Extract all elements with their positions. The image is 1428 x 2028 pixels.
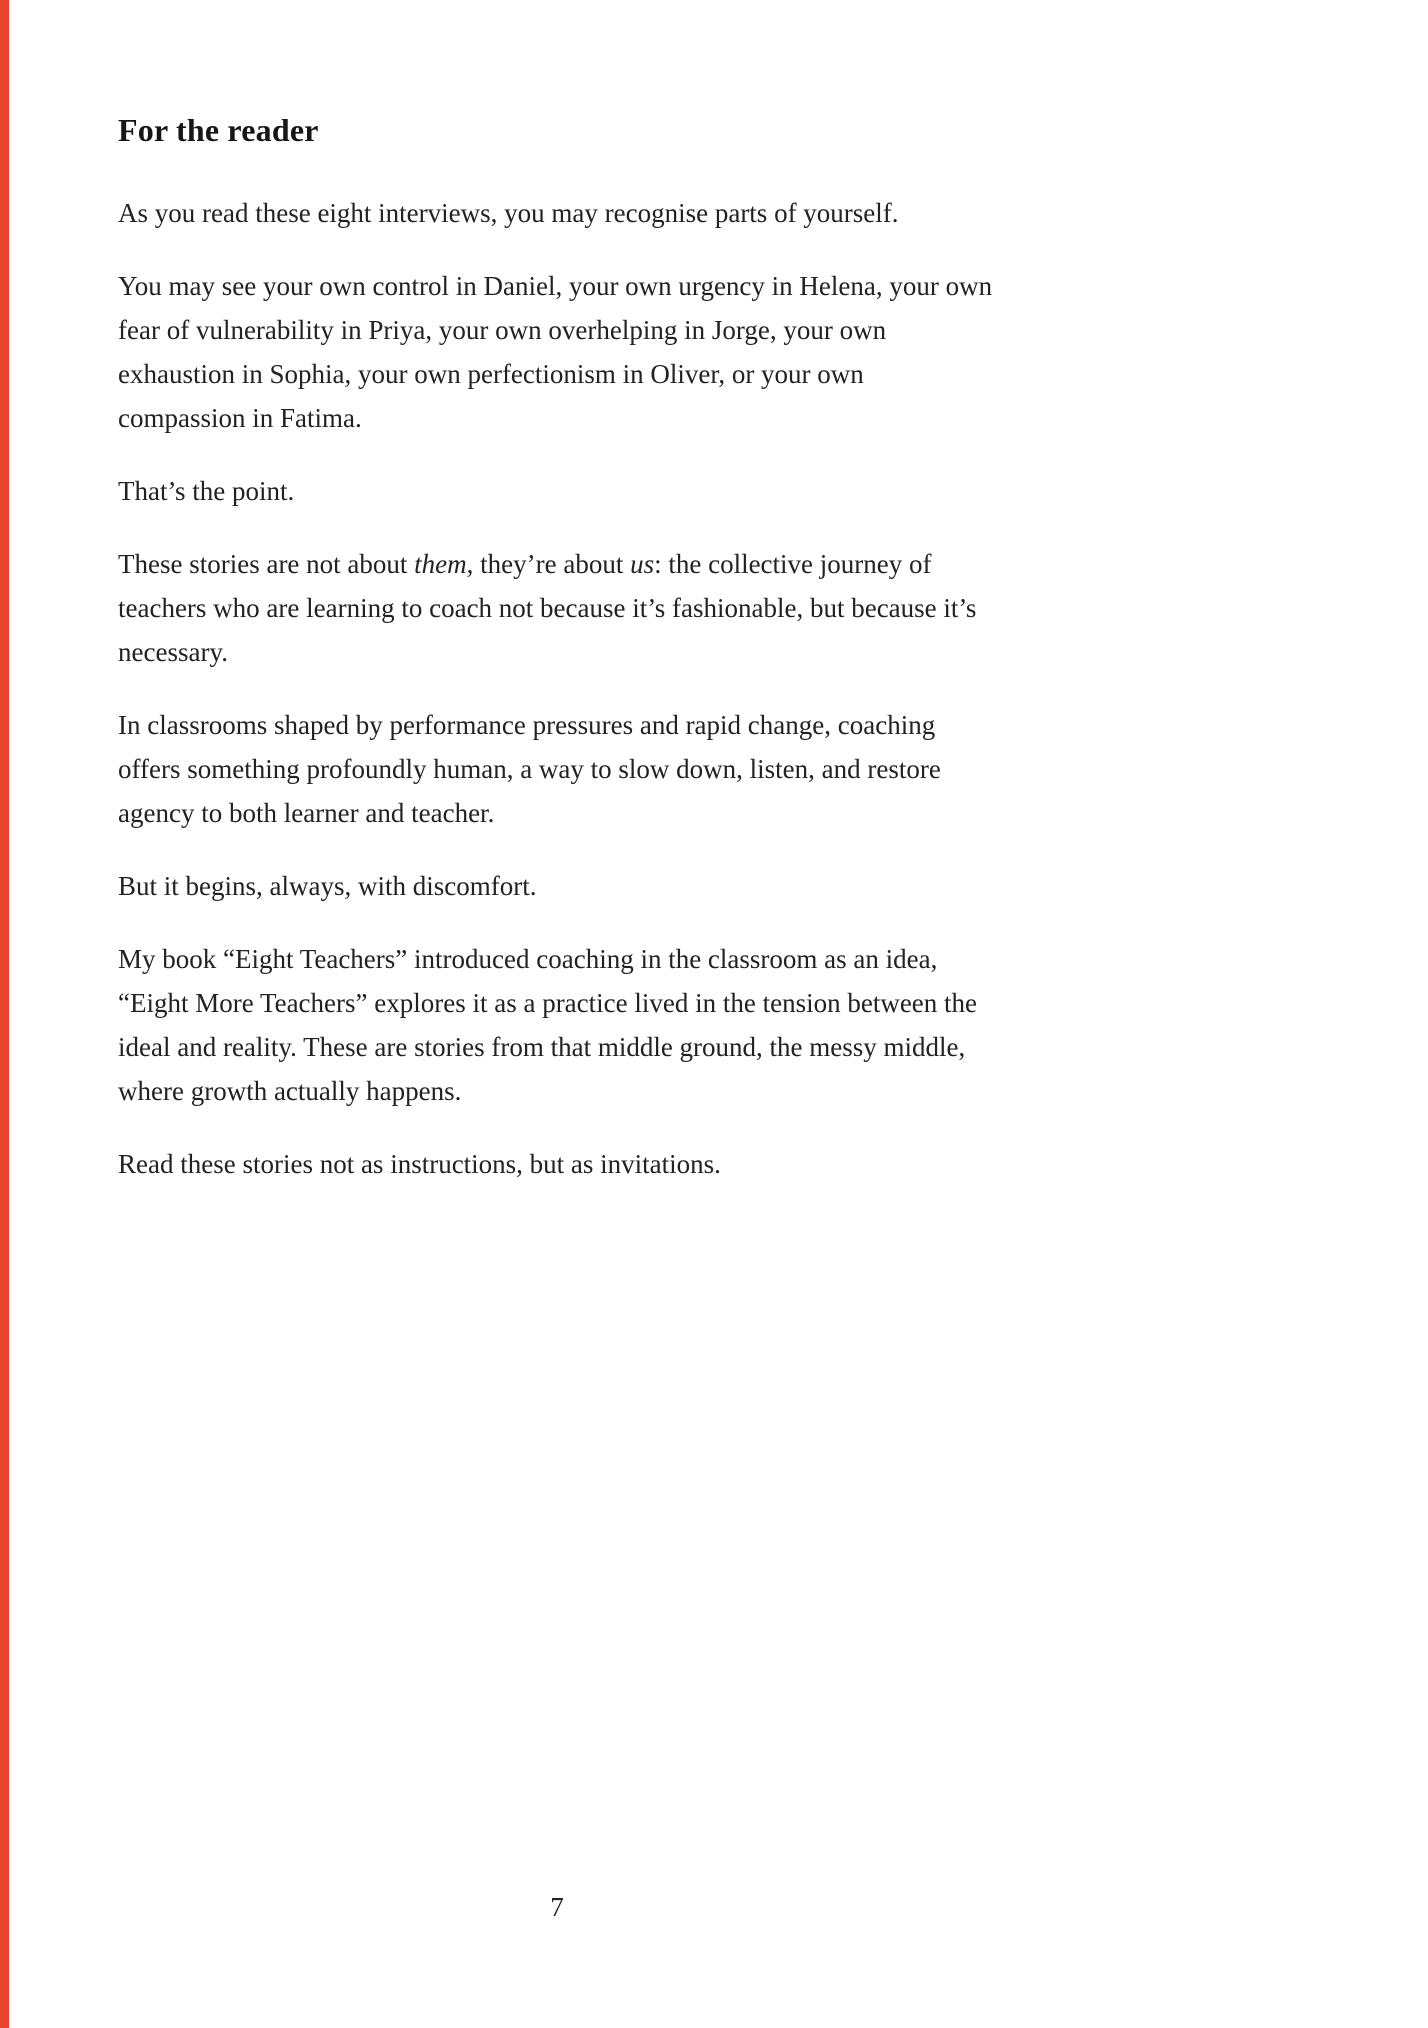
paragraph: [118, 264, 996, 440]
section-heading: For the reader: [118, 112, 319, 148]
text-run: My book “Eight Teachers” introduced coaching in the classroom as an idea, “Eight More Teachers” explores it as a practice lived in the tension between the ideal and reality. These are stories from that middle ground, the messy middle, where growth actually happens.: [118, 944, 978, 1106]
paragraph: [118, 1142, 996, 1186]
text-run: These stories are not about: [118, 549, 415, 579]
italic-text-run: them: [414, 549, 467, 579]
text-run: As you read these eight interviews, you may recognise parts of yourself.: [118, 198, 899, 228]
paragraph: [118, 191, 996, 235]
paragraph: [118, 937, 996, 1113]
text-run: In classrooms shaped by performance pressures and rapid change, coaching offers something profoundly human, a way to slow down, listen, and restore agency to both learner and teacher.: [118, 710, 941, 828]
italic-text-run: us: [630, 549, 655, 579]
page-content: [118, 0, 996, 1215]
text-run: You may see your own control in Daniel, your own urgency in Helena, your own fear of vulnerability in Priya, your own overhelping in Jorge, your own exhaustion in Sophia, your own perfectionism in Oliver, or your own compassion in Fatima.: [118, 271, 993, 433]
text-run: Read these stories not as instructions, but as invitations.: [118, 1149, 721, 1179]
text-run: That’s the point.: [118, 476, 295, 506]
paragraphs-container: [118, 191, 996, 1186]
text-run: But it begins, always, with discomfort.: [118, 871, 537, 901]
text-run: : the collective journey of teachers who are learning to coach not because it’s fashionable, but because it’s necessary.: [118, 549, 977, 667]
page-number: 7: [550, 1892, 564, 1922]
paragraph: [118, 864, 996, 908]
text-run: , they’re about: [466, 549, 631, 579]
paragraph: [118, 703, 996, 835]
left-accent-bar: [0, 0, 9, 2028]
paragraph: [118, 469, 996, 513]
paragraph: [118, 542, 996, 674]
